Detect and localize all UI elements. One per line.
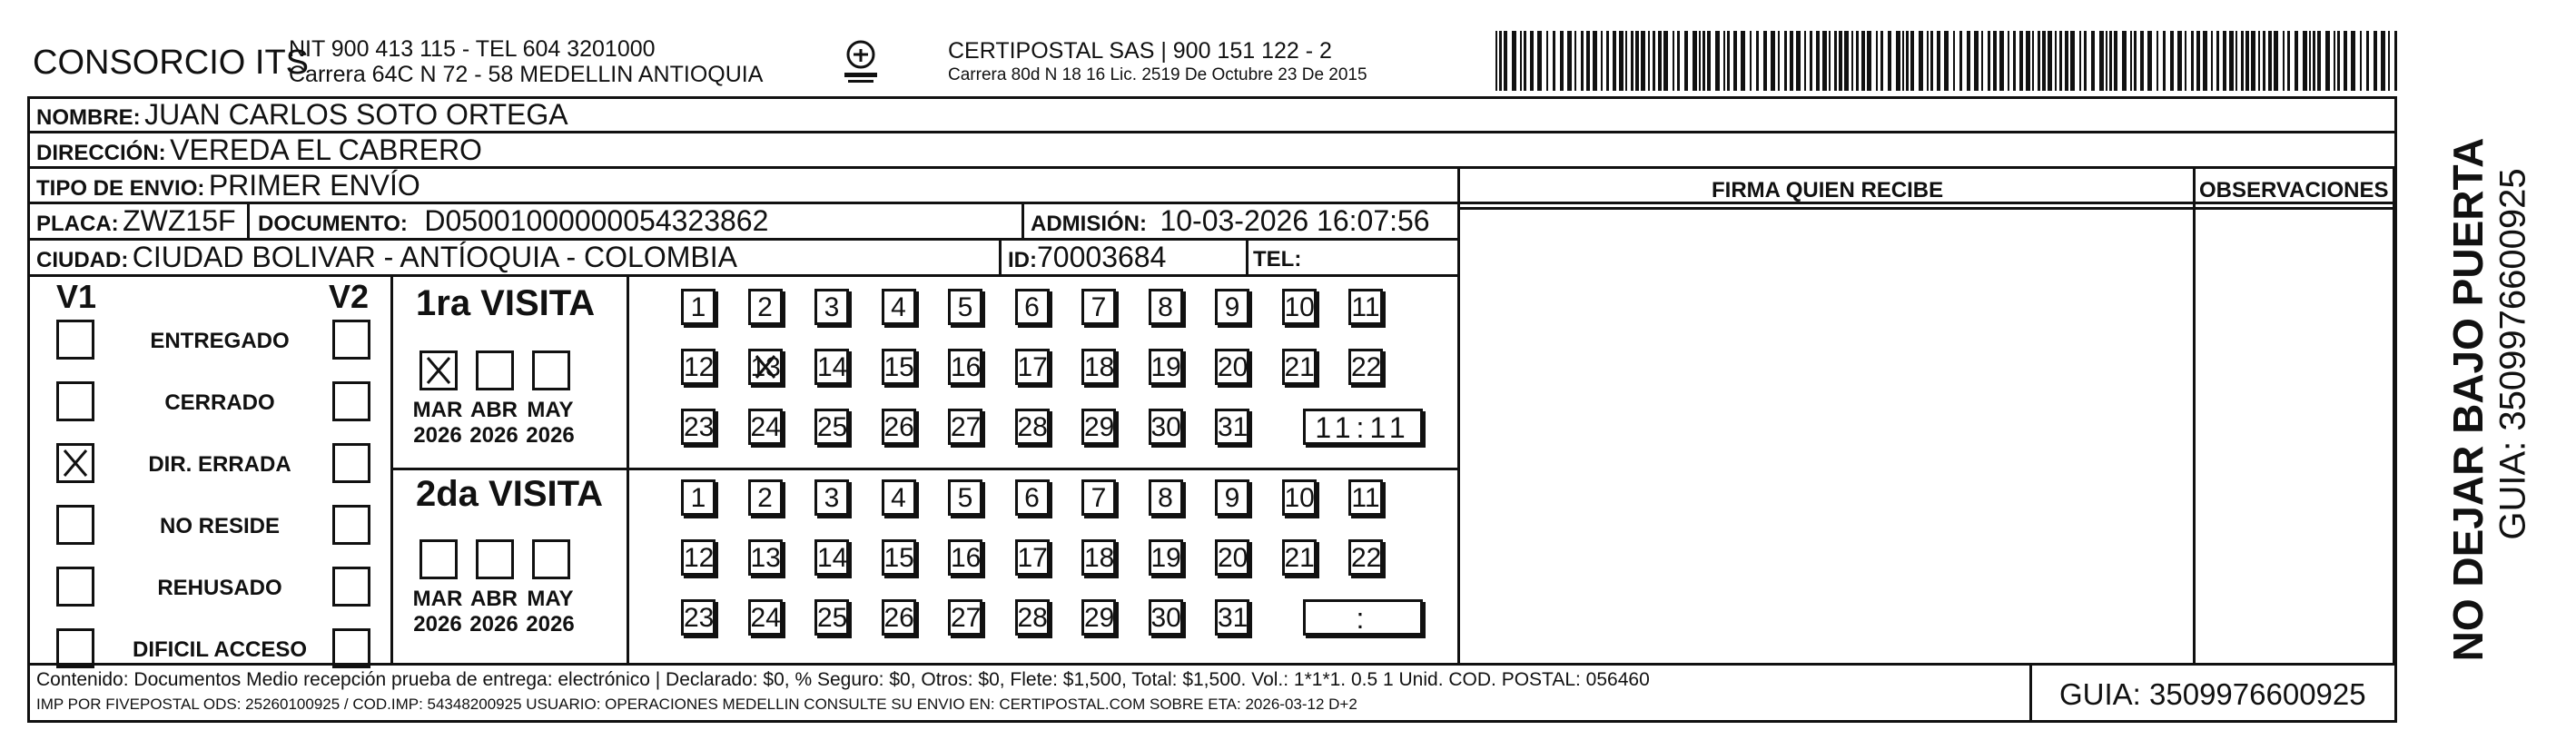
v1-checkbox[interactable] xyxy=(56,505,94,545)
day-box[interactable]: 5 xyxy=(948,479,982,516)
day-box[interactable]: 3 xyxy=(814,479,849,516)
ciudad-field xyxy=(36,241,737,274)
documento-label: DOCUMENTO: xyxy=(258,212,408,236)
time-box[interactable]: : xyxy=(1303,599,1423,636)
day-box[interactable]: 20 xyxy=(1215,539,1249,576)
admision-field xyxy=(1031,204,1430,238)
guia-vertical: GUIA: 3509976600925 xyxy=(2492,168,2533,540)
status-option-label: NO RESIDE xyxy=(159,514,281,538)
barcode xyxy=(1495,31,2403,91)
day-box[interactable]: 23 xyxy=(681,599,716,636)
certipostal-logo xyxy=(834,35,888,89)
day-box[interactable]: 26 xyxy=(882,599,916,636)
day-box[interactable]: 15 xyxy=(882,539,916,576)
day-box[interactable]: 24 xyxy=(748,599,783,636)
month-checkbox[interactable] xyxy=(476,539,514,579)
admision-value: 10-03-2026 16:07:56 xyxy=(1160,204,1430,237)
firma-header: FIRMA QUIEN RECIBE xyxy=(1712,178,1944,202)
status-option-label: CERRADO xyxy=(164,390,275,415)
ciudad-value: CIUDAD BOLIVAR - ANTÍOQUIA - COLOMBIA xyxy=(132,241,737,273)
nombre-field xyxy=(36,98,568,132)
company-address: Carrera 64C N 72 - 58 MEDELLIN ANTIOQUIA xyxy=(289,62,764,87)
day-box[interactable]: 30 xyxy=(1149,409,1183,445)
month-checkbox[interactable] xyxy=(419,539,458,579)
day-box[interactable]: 22 xyxy=(1348,349,1383,385)
imp-line: IMP POR FIVEPOSTAL ODS: 25260100925 / COD.IMP: 54348200925 USUARIO: OPERACIONES MEDELLIN CONSULTE SU ENVIO EN: CERTIPOSTAL.COM SOBRE ETA: 2026-03-12 D+2 xyxy=(36,696,1357,713)
day-box[interactable]: 13 xyxy=(748,349,783,385)
day-box[interactable]: 27 xyxy=(948,409,982,445)
day-box[interactable]: 23 xyxy=(681,409,716,445)
day-box[interactable]: 1 xyxy=(681,479,716,516)
observaciones-header: OBSERVACIONES xyxy=(2199,178,2389,202)
day-box[interactable]: 1 xyxy=(681,289,716,325)
day-box[interactable]: 11 xyxy=(1348,289,1383,325)
first-visit-title: 1ra VISITA xyxy=(416,283,596,323)
v2-checkbox[interactable] xyxy=(332,628,370,668)
month-label: MAY xyxy=(527,398,574,422)
v1-checkbox[interactable] xyxy=(56,628,94,668)
v2-label: V2 xyxy=(329,278,370,315)
day-box[interactable]: 17 xyxy=(1015,349,1050,385)
time-box[interactable]: 11:11 xyxy=(1303,409,1423,445)
tel-label: TEL: xyxy=(1253,247,1302,271)
placa-label: PLACA: xyxy=(36,212,119,236)
v2-checkbox[interactable] xyxy=(332,505,370,545)
v1-checkbox[interactable] xyxy=(56,567,94,607)
month-label: MAY xyxy=(527,587,574,611)
tipo-envio-value: PRIMER ENVÍO xyxy=(208,169,420,202)
id-label: ID: xyxy=(1008,248,1037,272)
nombre-value: JUAN CARLOS SOTO ORTEGA xyxy=(144,98,568,131)
day-box[interactable]: 10 xyxy=(1282,289,1317,325)
certipostal-line-2: Carrera 80d N 18 16 Lic. 2519 De Octubre 23 De 2015 xyxy=(948,65,1367,84)
ciudad-label: CIUDAD: xyxy=(36,248,129,272)
admision-label: ADMISIÓN: xyxy=(1031,212,1147,236)
day-box[interactable]: 16 xyxy=(948,349,982,385)
v2-checkbox[interactable] xyxy=(332,320,370,360)
status-option-label: DIFICIL ACCESO xyxy=(132,637,308,662)
day-box[interactable]: 14 xyxy=(814,539,849,576)
documento-field xyxy=(258,204,768,238)
placa-value: ZWZ15F xyxy=(123,204,236,237)
placa-field xyxy=(36,204,236,238)
day-box[interactable]: 19 xyxy=(1149,349,1183,385)
day-box[interactable]: 24 xyxy=(748,409,783,445)
direccion-label: DIRECCIÓN: xyxy=(36,141,166,165)
month-label: MAR xyxy=(412,587,463,611)
day-box[interactable]: 17 xyxy=(1015,539,1050,576)
month-checkbox[interactable] xyxy=(532,539,570,579)
year-label: 2026 xyxy=(526,612,575,637)
day-box[interactable]: 21 xyxy=(1282,349,1317,385)
day-box[interactable]: 26 xyxy=(882,409,916,445)
day-box[interactable]: 19 xyxy=(1149,539,1183,576)
month-label: MAR xyxy=(412,398,463,422)
day-box[interactable]: 8 xyxy=(1149,289,1183,325)
day-box[interactable]: 31 xyxy=(1215,599,1249,636)
day-box[interactable]: 12 xyxy=(681,539,716,576)
day-box[interactable]: 3 xyxy=(814,289,849,325)
v1-checkbox[interactable] xyxy=(56,320,94,360)
documento-value: D05001000000054323862 xyxy=(424,204,769,237)
direccion-field xyxy=(36,133,482,167)
day-box[interactable]: 5 xyxy=(948,289,982,325)
month-checkbox[interactable] xyxy=(419,350,458,390)
nombre-label: NOMBRE: xyxy=(36,105,141,130)
day-box[interactable]: 21 xyxy=(1282,539,1317,576)
v1-label: V1 xyxy=(56,278,97,315)
day-box[interactable]: 27 xyxy=(948,599,982,636)
month-label: ABR xyxy=(470,398,518,422)
v1-checkbox[interactable] xyxy=(56,381,94,421)
year-label: 2026 xyxy=(526,423,575,448)
day-box[interactable]: 25 xyxy=(814,409,849,445)
day-box[interactable]: 13 xyxy=(748,539,783,576)
status-option-label: DIR. ERRADA xyxy=(148,452,291,477)
no-dejar-vertical: NO DEJAR BAJO PUERTA xyxy=(2444,137,2492,662)
day-box[interactable]: 12 xyxy=(681,349,716,385)
direccion-value: VEREDA EL CABRERO xyxy=(170,133,482,166)
tipo-envio-label: TIPO DE ENVIO: xyxy=(36,176,205,201)
day-box[interactable]: 31 xyxy=(1215,409,1249,445)
month-checkbox[interactable] xyxy=(476,350,514,390)
status-option-label: REHUSADO xyxy=(157,576,282,600)
second-visit-title: 2da VISITA xyxy=(416,474,603,514)
day-box[interactable]: 28 xyxy=(1015,599,1050,636)
day-box[interactable]: 29 xyxy=(1081,409,1116,445)
day-box[interactable]: 22 xyxy=(1348,539,1383,576)
day-box[interactable]: 30 xyxy=(1149,599,1183,636)
day-box[interactable]: 20 xyxy=(1215,349,1249,385)
day-box[interactable]: 11 xyxy=(1348,479,1383,516)
day-box[interactable]: 6 xyxy=(1015,479,1050,516)
nit-line: NIT 900 413 115 - TEL 604 3201000 xyxy=(289,36,656,62)
day-box[interactable]: 10 xyxy=(1282,479,1317,516)
status-option-label: ENTREGADO xyxy=(150,329,290,353)
contenido-line: Contenido: Documentos Medio recepción prueba de entrega: electrónico | Declarado: $0, % Seguro: $0, Otros: $0, Flete: $1,500, Total: $1,500. Vol.: 1*1*1. 0.5 1 Unid. COD. POSTAL: 056460 xyxy=(36,669,1650,690)
v2-checkbox[interactable] xyxy=(332,443,370,483)
month-checkbox[interactable] xyxy=(532,350,570,390)
v2-checkbox[interactable] xyxy=(332,381,370,421)
year-label: 2026 xyxy=(469,612,518,637)
day-box[interactable]: 29 xyxy=(1081,599,1116,636)
v2-checkbox[interactable] xyxy=(332,567,370,607)
guia-footer: GUIA: 3509976600925 xyxy=(2059,677,2366,711)
day-box[interactable]: 16 xyxy=(948,539,982,576)
year-label: 2026 xyxy=(413,423,462,448)
id-value: 70003684 xyxy=(1037,241,1167,273)
day-box[interactable]: 4 xyxy=(882,289,916,325)
day-box[interactable]: 9 xyxy=(1215,479,1249,516)
day-box[interactable]: 15 xyxy=(882,349,916,385)
id-field xyxy=(1008,241,1166,274)
day-box[interactable]: 4 xyxy=(882,479,916,516)
day-box[interactable]: 14 xyxy=(814,349,849,385)
day-box[interactable]: 2 xyxy=(748,479,783,516)
day-box[interactable]: 28 xyxy=(1015,409,1050,445)
month-label: ABR xyxy=(470,587,518,611)
day-box[interactable]: 9 xyxy=(1215,289,1249,325)
certipostal-line-1: CERTIPOSTAL SAS | 900 151 122 - 2 xyxy=(948,38,1332,64)
day-box[interactable]: 6 xyxy=(1015,289,1050,325)
day-box[interactable]: 7 xyxy=(1081,479,1116,516)
day-box[interactable]: 2 xyxy=(748,289,783,325)
company-name: CONSORCIO ITS xyxy=(33,44,310,82)
day-box[interactable]: 25 xyxy=(814,599,849,636)
year-label: 2026 xyxy=(413,612,462,637)
year-label: 2026 xyxy=(469,423,518,448)
day-box[interactable]: 18 xyxy=(1081,349,1116,385)
day-box[interactable]: 7 xyxy=(1081,289,1116,325)
day-box[interactable]: 18 xyxy=(1081,539,1116,576)
v1-checkbox[interactable] xyxy=(56,443,94,483)
tipo-envio-field xyxy=(36,169,420,202)
day-box[interactable]: 8 xyxy=(1149,479,1183,516)
